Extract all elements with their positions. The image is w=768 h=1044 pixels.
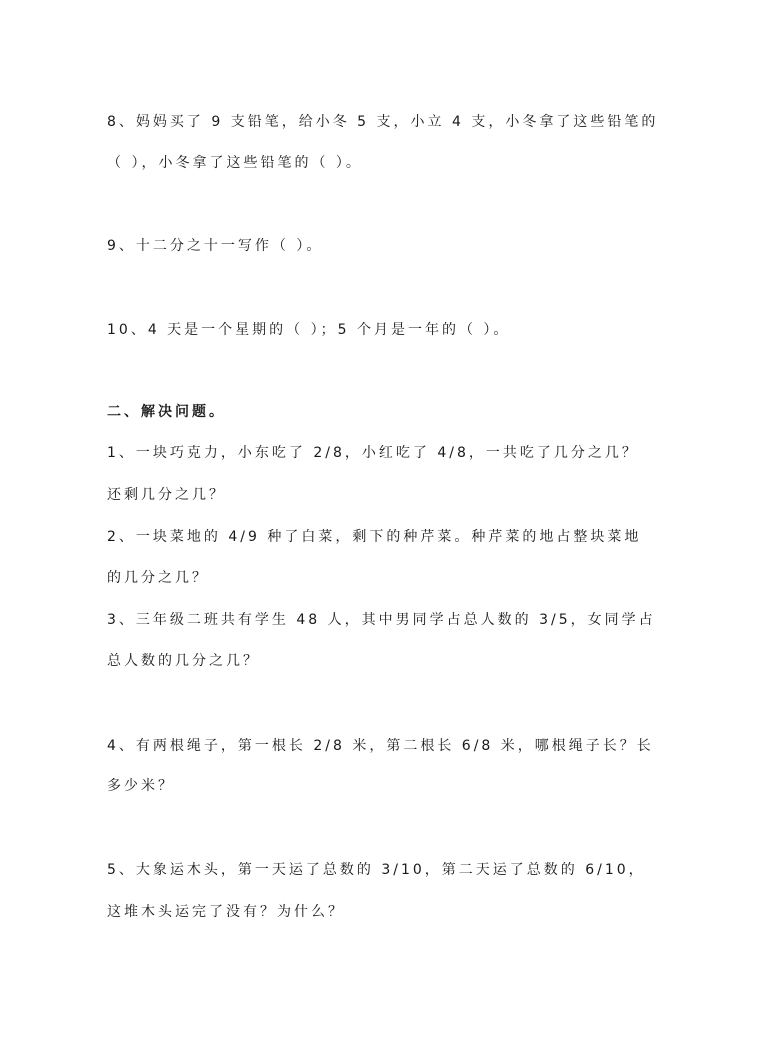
question-9-line-1: 9、十二分之十一写作（ ）。 — [107, 238, 324, 254]
problem-4-line-2: 多少米？ — [107, 778, 175, 794]
question-8-line-1: 8、妈妈买了 9 支铅笔，给小冬 5 支，小立 4 支，小冬拿了这些铅笔的 — [107, 114, 659, 130]
problem-5-line-2: 这堆木头运完了没有？为什么？ — [107, 904, 345, 920]
problem-1-line-2: 还剩几分之几？ — [107, 487, 226, 503]
problem-2-line-2: 的几分之几？ — [107, 570, 209, 586]
problem-3-line-2: 总人数的几分之几？ — [107, 653, 260, 669]
problem-5-line-1: 5、大象运木头，第一天运了总数的 3/10，第二天运了总数的 6/10， — [107, 862, 646, 878]
question-8-line-2: （ ），小冬拿了这些铅笔的（ ）。 — [107, 155, 363, 171]
question-10-line-1: 10、4 天是一个星期的（ ）；5 个月是一年的（ ）。 — [107, 322, 511, 338]
section-2-heading: 二、解决问题。 — [107, 404, 226, 420]
problem-1-line-1: 1、一块巧克力，小东吃了 2/8，小红吃了 4/8，一共吃了几分之几？ — [107, 445, 639, 461]
problem-4-line-1: 4、有两根绳子，第一根长 2/8 米，第二根长 6/8 米，哪根绳子长？长 — [107, 738, 654, 754]
problem-3-line-1: 3、三年级二班共有学生 48 人，其中男同学占总人数的 3/5，女同学占 — [107, 612, 656, 628]
problem-2-line-1: 2、一块菜地的 4/9 种了白菜，剩下的种芹菜。种芹菜的地占整块菜地 — [107, 529, 642, 545]
